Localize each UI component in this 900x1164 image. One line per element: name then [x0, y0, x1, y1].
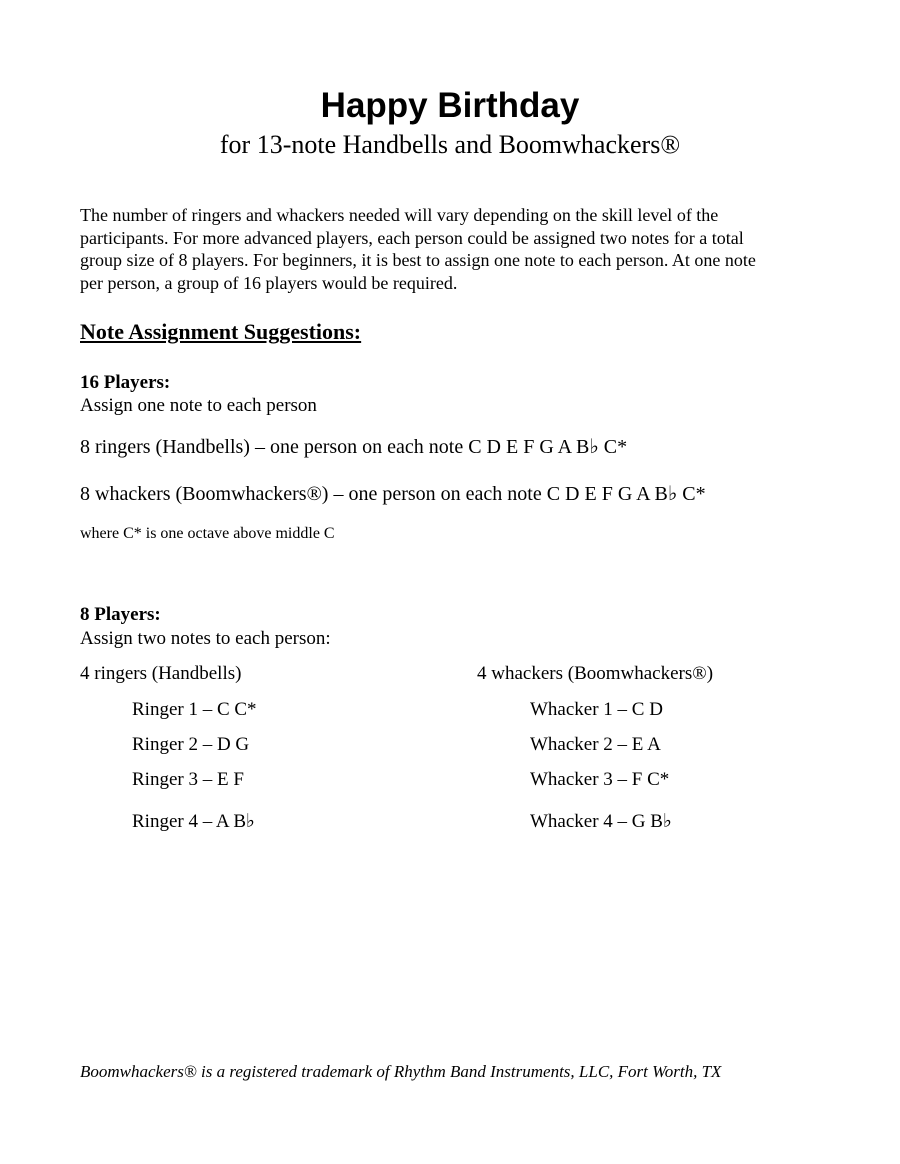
sixteen-ringers-line: 8 ringers (Handbells) – one person on each note C D E F G A B♭ C* — [80, 436, 628, 458]
whacker-assignment: Whacker 3 – F C* — [530, 769, 670, 790]
sixteen-whackers-line: 8 whackers (Boomwhackers®) – one person on each note C D E F G A B♭ C* — [80, 483, 706, 505]
trademark-footer: Boomwhackers® is a registered trademark of Rhythm Band Instruments, LLC, Fort Worth, TX — [80, 1062, 722, 1081]
page-subtitle: for 13-note Handbells and Boomwhackers® — [219, 130, 681, 159]
intro-line: The number of ringers and whackers needed will vary depending on the skill level of the — [80, 205, 719, 225]
ringer-assignment: Ringer 1 – C C* — [132, 699, 257, 720]
section-title: Note Assignment Suggestions: — [80, 319, 362, 344]
ringer-assignment: Ringer 4 – A B♭ — [132, 811, 255, 832]
whacker-assignment: Whacker 1 – C D — [530, 699, 663, 720]
whacker-assignment: Whacker 2 – E A — [530, 734, 661, 755]
intro-line: per person, a group of 16 players would be required. — [80, 272, 458, 293]
whacker-assignment: Whacker 4 – G B♭ — [530, 811, 672, 832]
ringers-column-header: 4 ringers (Handbells) — [80, 663, 242, 684]
eight-players-instruction: Assign two notes to each person: — [80, 628, 331, 649]
whackers-column-header: 4 whackers (Boomwhackers®) — [477, 663, 714, 684]
ringer-assignment: Ringer 2 – D G — [132, 734, 250, 755]
intro-line: group size of 8 players. For beginners, it is best to assign one note to each person. At one note — [80, 250, 756, 270]
sixteen-players-instruction: Assign one note to each person — [80, 395, 317, 416]
intro-line: participants. For more advanced players, each person could be assigned two notes for a total — [80, 227, 744, 248]
sixteen-players-heading: 16 Players: — [80, 372, 171, 393]
eight-players-heading: 8 Players: — [80, 604, 161, 625]
intro-paragraph — [80, 204, 810, 294]
ringer-assignment: Ringer 3 – E F — [132, 769, 244, 790]
octave-note: where C* is one octave above middle C — [80, 525, 335, 542]
page-title: Happy Birthday — [320, 86, 580, 125]
